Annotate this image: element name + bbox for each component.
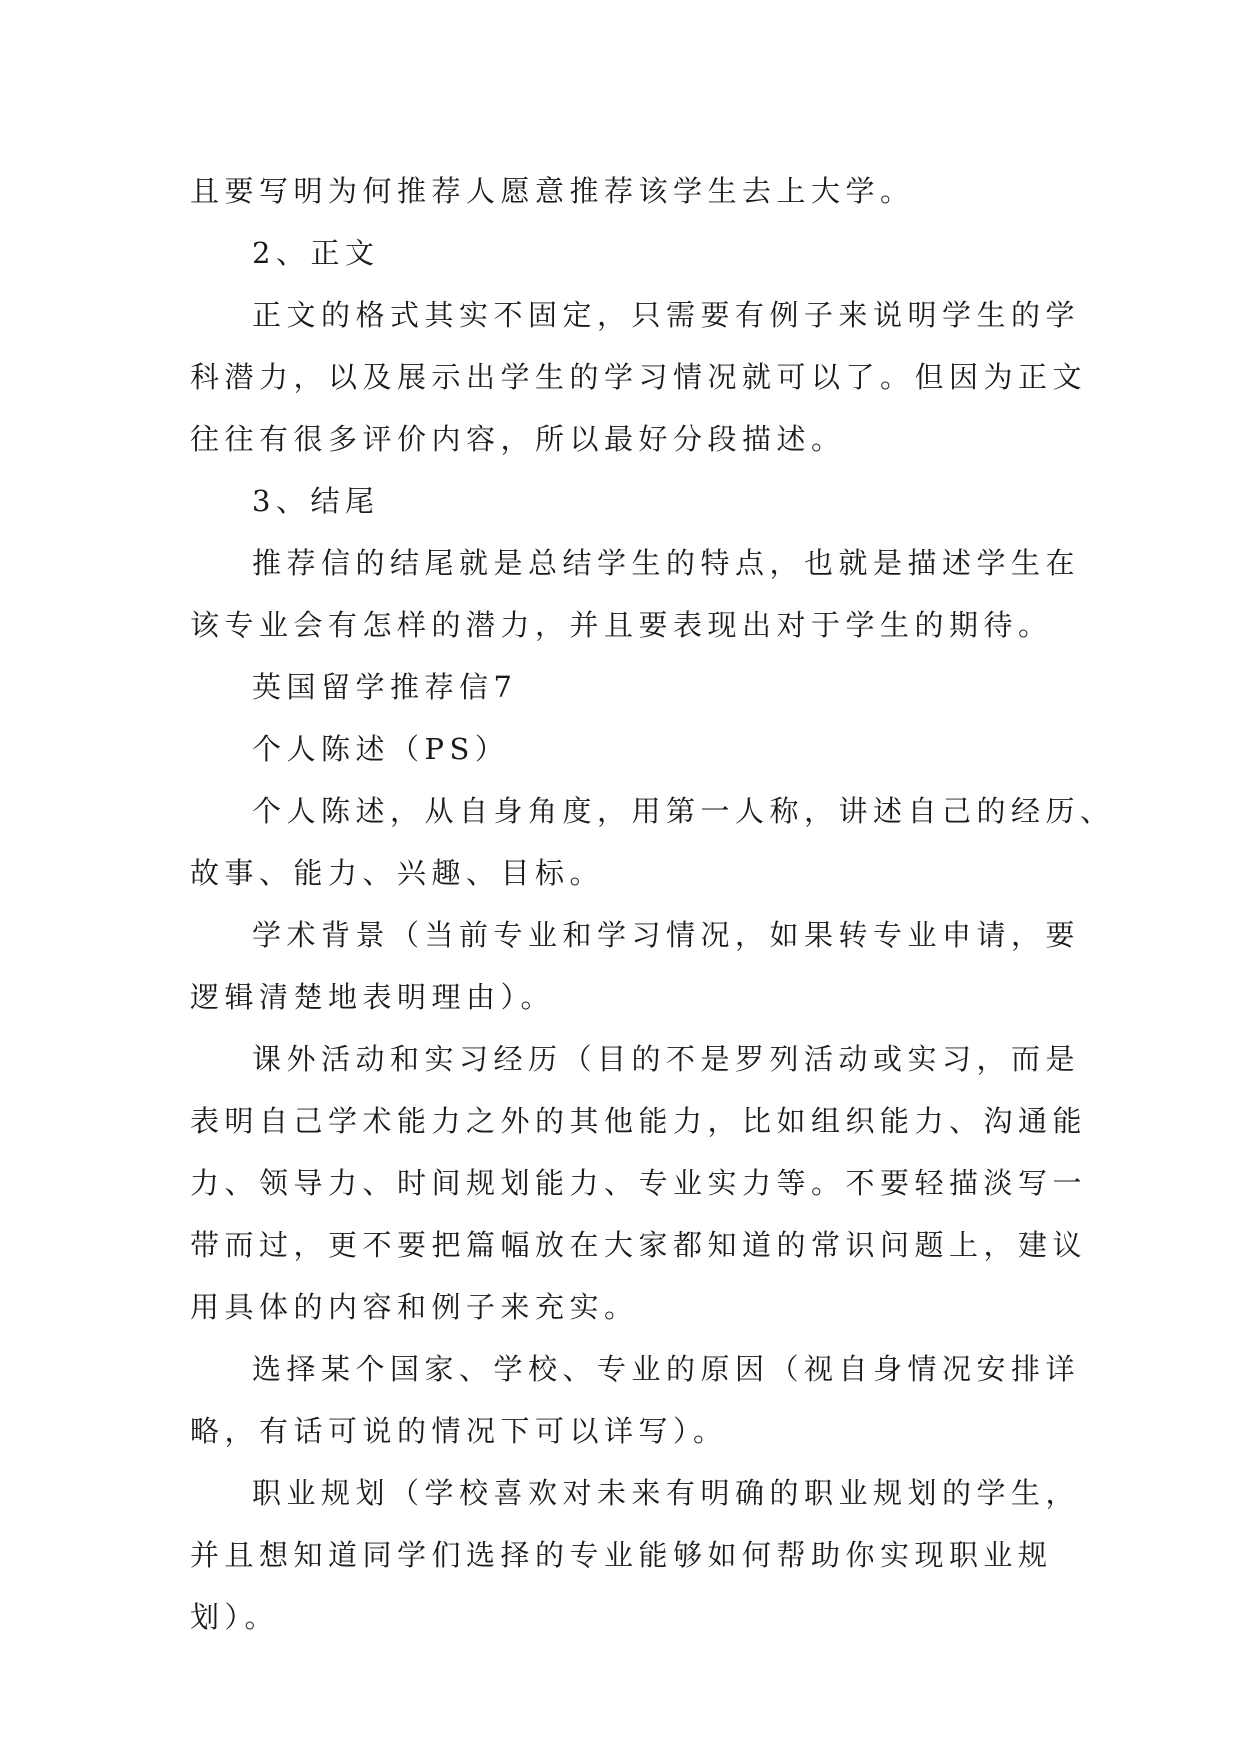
document-section-title: 英国留学推荐信7 — [252, 670, 518, 704]
text-line: 课外活动和实习经历（目的不是罗列活动或实习，而是 — [252, 1042, 1081, 1076]
text-line: 表明自己学术能力之外的其他能力，比如组织能力、沟通能 — [190, 1104, 1088, 1138]
text-line: 推荐信的结尾就是总结学生的特点，也就是描述学生在 — [252, 546, 1081, 580]
document-body — [190, 160, 1115, 1648]
section-heading-ending: 3、结尾 — [252, 484, 380, 518]
text-line: 故事、能力、兴趣、目标。 — [190, 856, 605, 890]
text-line: 职业规划（学校喜欢对未来有明确的职业规划的学生， — [252, 1476, 1081, 1510]
text-line: 并且想知道同学们选择的专业能够如何帮助你实现职业规 — [190, 1538, 1053, 1572]
text-line: 正文的格式其实不固定，只需要有例子来说明学生的学 — [252, 298, 1081, 332]
section-heading-ps: 个人陈述（PS） — [252, 732, 510, 766]
section-heading-body: 2、正文 — [252, 236, 380, 270]
text-line: 用具体的内容和例子来充实。 — [190, 1290, 639, 1324]
text-line: 力、领导力、时间规划能力、专业实力等。不要轻描淡写一 — [190, 1166, 1088, 1200]
text-line: 划）。 — [190, 1600, 280, 1634]
text-line: 逻辑清楚地表明理由）。 — [190, 980, 556, 1014]
text-line: 科潜力，以及展示出学生的学习情况就可以了。但因为正文 — [190, 360, 1088, 394]
text-line: 略，有话可说的情况下可以详写）。 — [190, 1414, 728, 1448]
text-line: 个人陈述，从自身角度，用第一人称，讲述自己的经历、 — [252, 794, 1115, 828]
text-line: 选择某个国家、学校、专业的原因（视自身情况安排详 — [252, 1352, 1081, 1386]
text-line: 学术背景（当前专业和学习情况，如果转专业申请，要 — [252, 918, 1081, 952]
text-line: 该专业会有怎样的潜力，并且要表现出对于学生的期待。 — [190, 608, 1053, 642]
text-line: 往往有很多评价内容，所以最好分段描述。 — [190, 422, 846, 456]
text-line: 带而过，更不要把篇幅放在大家都知道的常识问题上，建议 — [190, 1228, 1088, 1262]
text-line: 且要写明为何推荐人愿意推荐该学生去上大学。 — [190, 174, 915, 208]
